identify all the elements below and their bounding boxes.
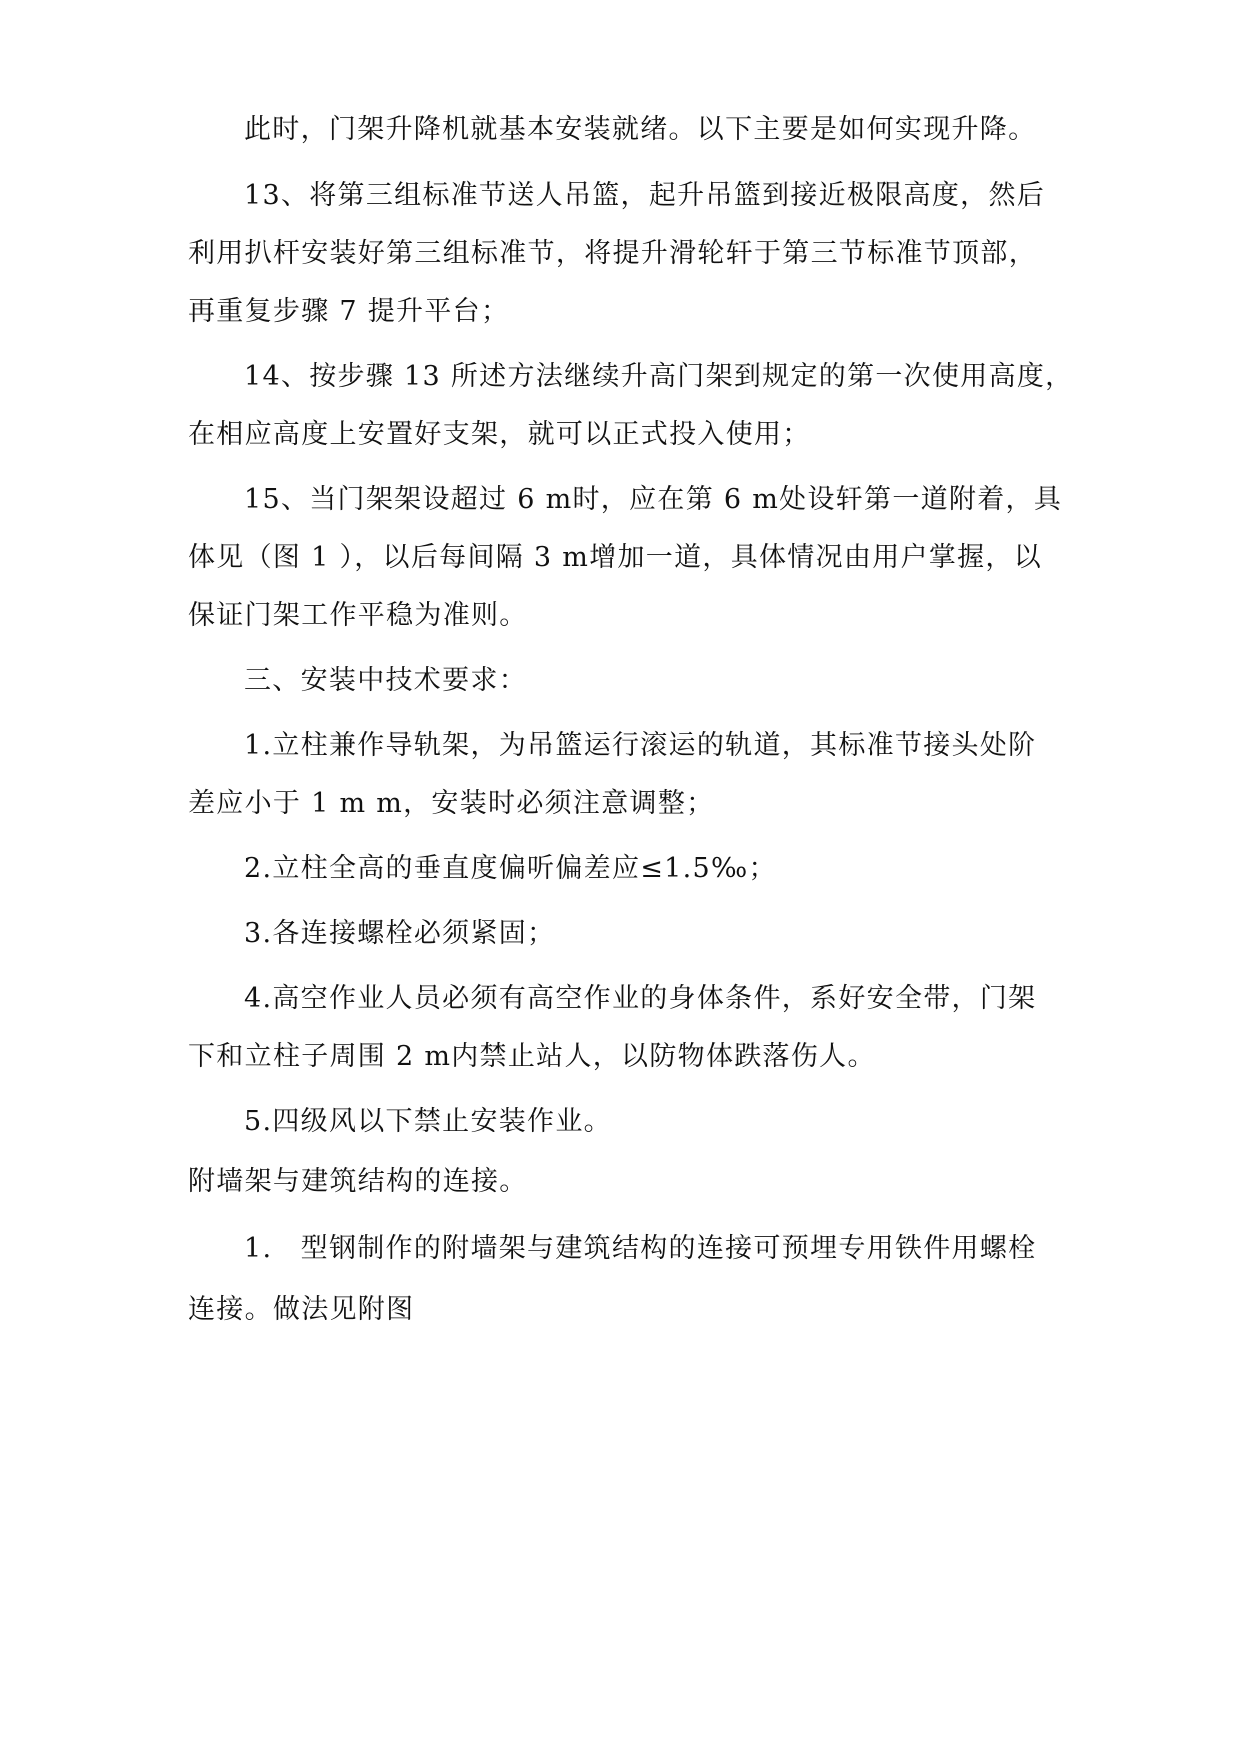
text-line: 4.高空作业人员必须有高空作业的身体条件，系好安全带，门架 (244, 983, 1037, 1014)
text-line: 13、将第三组标准节送人吊篮，起升吊篮到接近极限高度，然后 (244, 180, 1046, 211)
text-line: 15、当门架架设超过 6 m时，应在第 6 m处设轩第一道附着，具 (244, 484, 1063, 515)
text-line: 2.立柱全高的垂直度偏听偏差应≤1.5‰； (244, 853, 777, 884)
text-line: 1. 型钢制作的附墙架与建筑结构的连接可预埋专用铁件用螺栓 (244, 1233, 1037, 1264)
text-line: 差应小于 1 m m，安装时必须注意调整； (188, 788, 715, 819)
text-line: 体见（图 1 ），以后每间隔 3 m增加一道，具体情况由用户掌握，以 (188, 542, 1042, 573)
text-line: 3.各连接螺栓必须紧固； (244, 918, 556, 949)
text-line: 5.四级风以下禁止安装作业。 (244, 1106, 612, 1137)
text-line: 再重复步骤 7 提升平台； (188, 296, 510, 327)
text-line: 连接。做法见附图 (188, 1294, 415, 1325)
text-line: 1.立柱兼作导轨架，为吊篮运行滚运的轨道，其标准节接头处阶 (244, 730, 1037, 761)
text-line: 下和立柱子周围 2 m内禁止站人，以防物体跌落伤人。 (188, 1041, 876, 1072)
text-line: 附墙架与建筑结构的连接。 (188, 1166, 528, 1197)
section-heading: 三、安装中技术要求： (244, 665, 527, 696)
text-line: 此时，门架升降机就基本安装就绪。以下主要是如何实现升降。 (244, 114, 1037, 145)
text-line: 14、按步骤 13 所述方法继续升高门架到规定的第一次使用高度， (244, 361, 1074, 392)
text-line: 在相应高度上安置好支架，就可以正式投入使用； (188, 419, 811, 450)
text-line: 保证门架工作平稳为准则。 (188, 600, 528, 631)
text-line: 利用扒杆安装好第三组标准节，将提升滑轮轩于第三节标准节顶部， (188, 238, 1037, 269)
